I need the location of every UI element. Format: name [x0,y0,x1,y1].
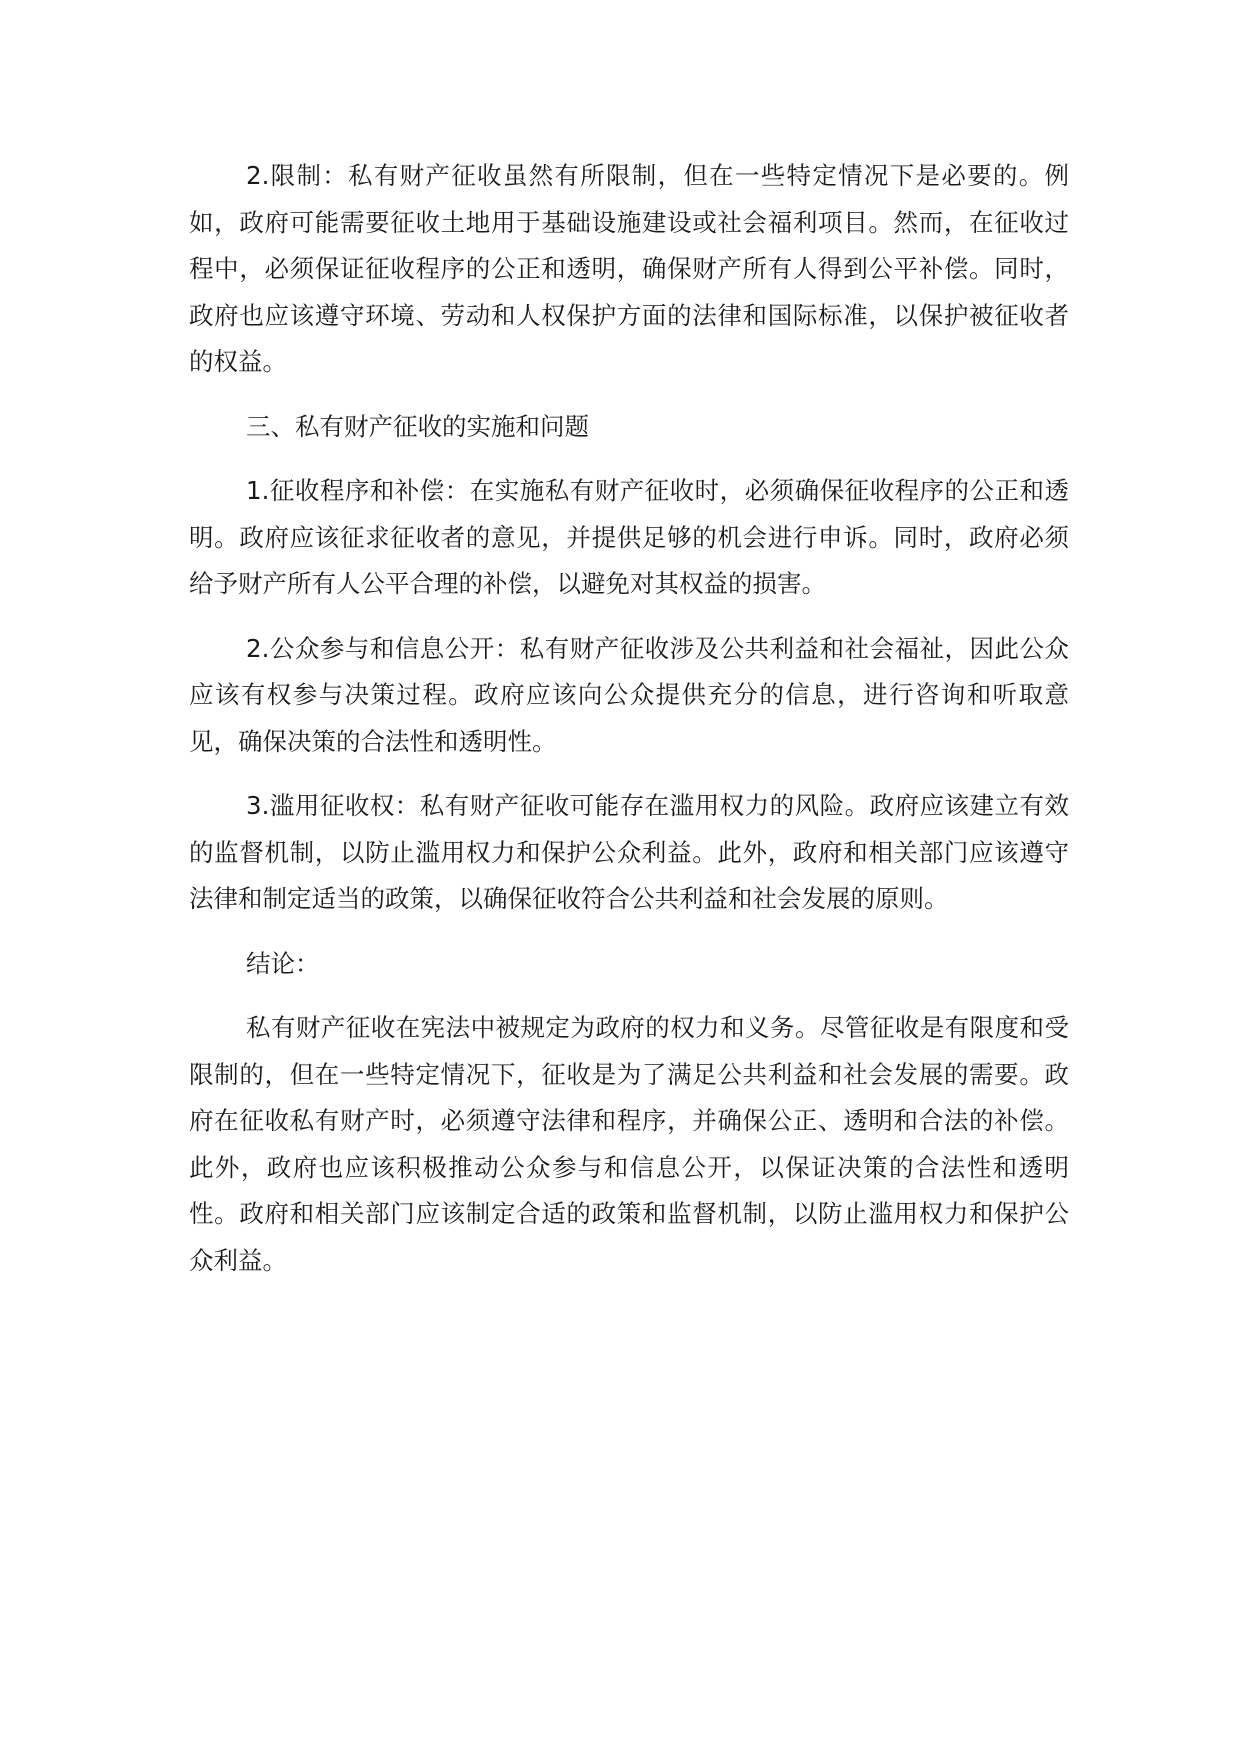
section-heading: 三、私有财产征收的实施和问题 [246,411,589,441]
paragraph-abuse-of-power: 3.滥用征收权：私有财产征收可能存在滥用权力的风险。政府应该建立有效的监督机制，以防止滥用权力和保护公众利益。此外，政府和相关部门应该遵守法律和制定适当的政策，以确保征收符合公共利益和社会发展的原则。 [189,791,1069,913]
document-body [189,153,1069,1302]
conclusion-heading: 结论： [246,948,320,978]
paragraph-conclusion: 私有财产征收在宪法中被规定为政府的权力和义务。尽管征收是有限度和受限制的，但在一些特定情况下，征收是为了满足公共利益和社会发展的需要。政府在征收私有财产时，必须遵守法律和程序，并确保公正、透明和合法的补偿。此外，政府也应该积极推动公众参与和信息公开，以保证决策的合法性和透明性。政府和相关部门应该制定合适的政策和监督机制，以防止滥用权力和保护公众利益。 [189,1013,1069,1275]
paragraph-public-participation: 2.公众参与和信息公开：私有财产征收涉及公共利益和社会福祉，因此公众应该有权参与决策过程。政府应该向公众提供充分的信息，进行咨询和听取意见，确保决策的合法性和透明性。 [189,633,1069,756]
paragraph-limits: 2.限制：私有财产征收虽然有所限制，但在一些特定情况下是必要的。例如，政府可能需要征收土地用于基础设施建设或社会福利项目。然而，在征收过程中，必须保证征收程序的公正和透明，确保财产所有人得到公平补偿。同时，政府也应该遵守环境、劳动和人权保护方面的法律和国际标准，以保护被征收者的权益。 [189,161,1069,376]
paragraph-procedure-compensation: 1.征收程序和补偿：在实施私有财产征收时，必须确保征收程序的公正和透明。政府应该征求征收者的意见，并提供足够的机会进行申诉。同时，政府必须给予财产所有人公平合理的补偿，以避免对其权益的损害。 [189,476,1069,598]
